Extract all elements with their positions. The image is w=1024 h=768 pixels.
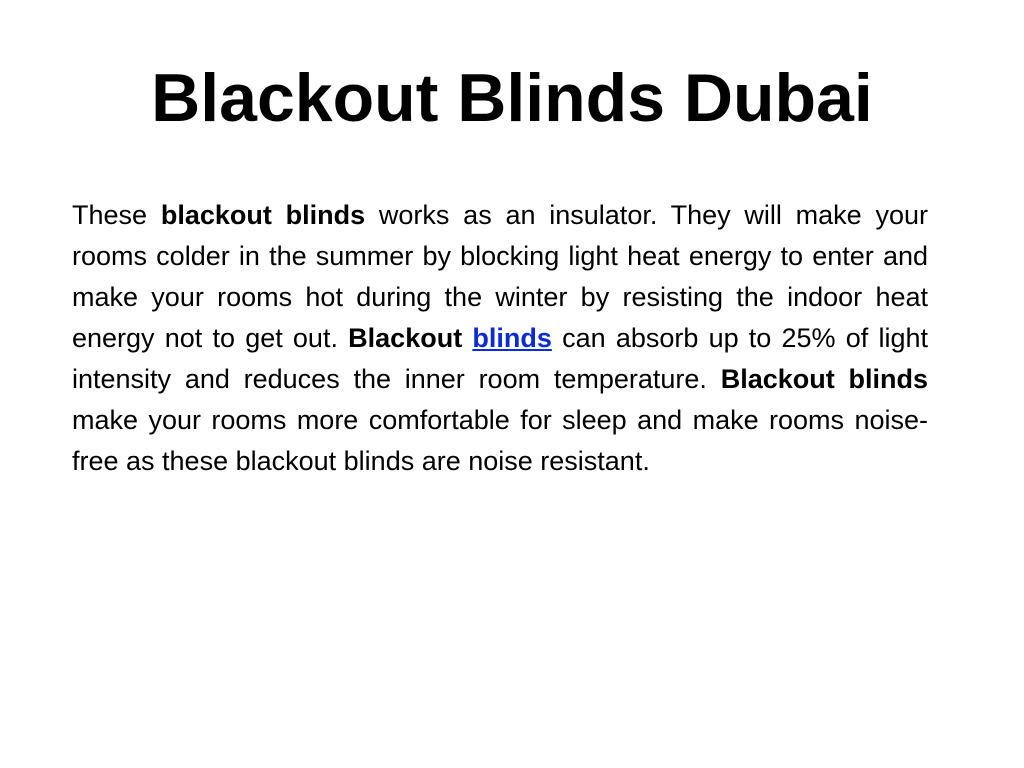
body-bold-phrase: blackout blinds (160, 200, 366, 230)
body-text-segment (462, 323, 472, 353)
blinds-link[interactable]: blinds (472, 323, 552, 353)
slide-title: Blackout Blinds Dubai (151, 60, 873, 136)
body-text-segment: works as an insulator. They will make your rooms colder in the summer by blocking light heat energy to enter and make your rooms hot during the winter by resisting the indoor heat energy not to get out. (72, 200, 928, 353)
body-text-segment: make your rooms more comfortable for sleep and make rooms noise-free as these blackout blinds are noise resistant. (72, 405, 928, 476)
slide-body-paragraph (72, 195, 928, 482)
body-text-segment: These (72, 200, 161, 230)
body-bold-phrase: Blackout blinds (720, 364, 928, 394)
body-text-segment: can absorb up to 25% of light intensity and reduces the inner room temperature. (72, 323, 928, 394)
body-bold-phrase: Blackout (348, 323, 463, 353)
